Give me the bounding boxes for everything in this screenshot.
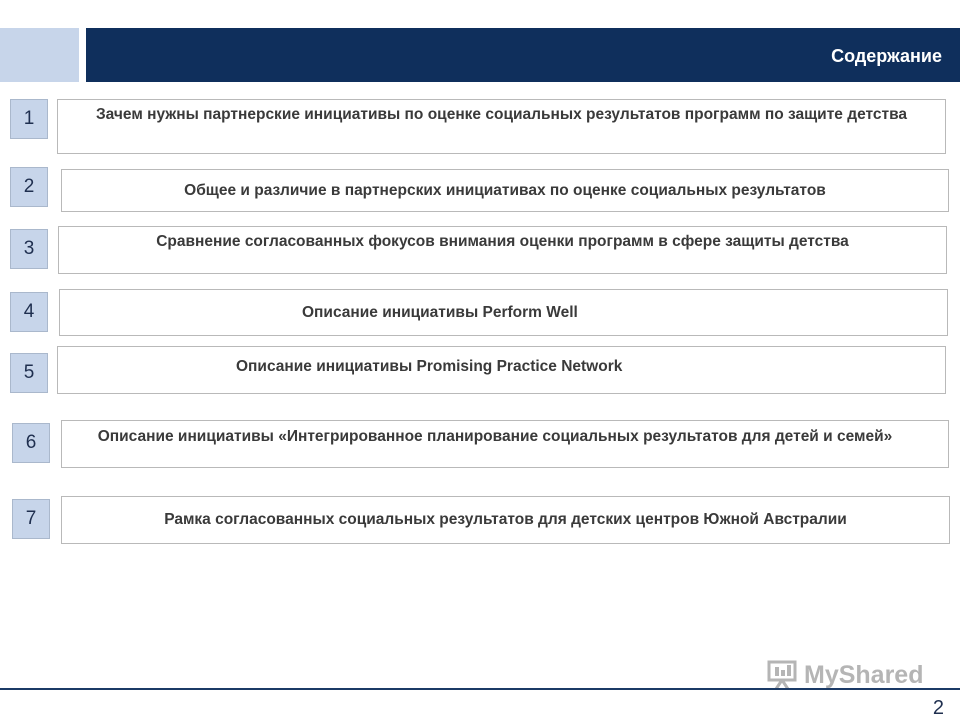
toc-item-3[interactable] (58, 226, 947, 274)
toc-item-1-text: Зачем нужны партнерские инициативы по оценке социальных результатов программ по защите детства (95, 106, 908, 123)
toc-item-7-text: Рамка согласованных социальных результатов для детских центров Южной Австралии (164, 511, 847, 528)
footer-divider (0, 688, 960, 690)
presentation-screen-icon (766, 659, 800, 691)
toc-item-7[interactable] (61, 496, 950, 544)
page-title: Содержание (831, 46, 942, 66)
toc-item-4[interactable] (59, 289, 948, 336)
item-number-7: 7 (12, 499, 50, 539)
toc-item-5-text: Описание инициативы Promising Practice Network (236, 358, 623, 375)
toc-item-4-text: Описание инициативы Perform Well (302, 304, 578, 321)
header-accent (0, 28, 79, 82)
toc-item-2-text: Общее и различие в партнерских инициативах по оценке социальных результатов (184, 182, 826, 199)
toc-item-6-text: Описание инициативы «Интегрированное планирование социальных результатов для детей и семей» (97, 428, 893, 445)
watermark (766, 658, 923, 692)
header-bar (86, 28, 960, 82)
watermark-text: MyShared (804, 660, 924, 689)
toc-item-3-text: Сравнение согласованных фокусов внимания оценки программ в сфере защиты детства (156, 233, 849, 250)
page-number: 2 (932, 697, 944, 719)
item-number-6: 6 (12, 423, 50, 463)
toc-item-1[interactable] (57, 99, 946, 154)
item-number-3: 3 (10, 229, 48, 269)
toc-item-2[interactable] (61, 169, 949, 212)
item-number-2: 2 (10, 167, 48, 207)
item-number-1: 1 (10, 99, 48, 139)
item-number-4: 4 (10, 292, 48, 332)
toc-item-5[interactable] (57, 346, 946, 394)
item-number-5: 5 (10, 353, 48, 393)
toc-item-6[interactable] (61, 420, 949, 468)
